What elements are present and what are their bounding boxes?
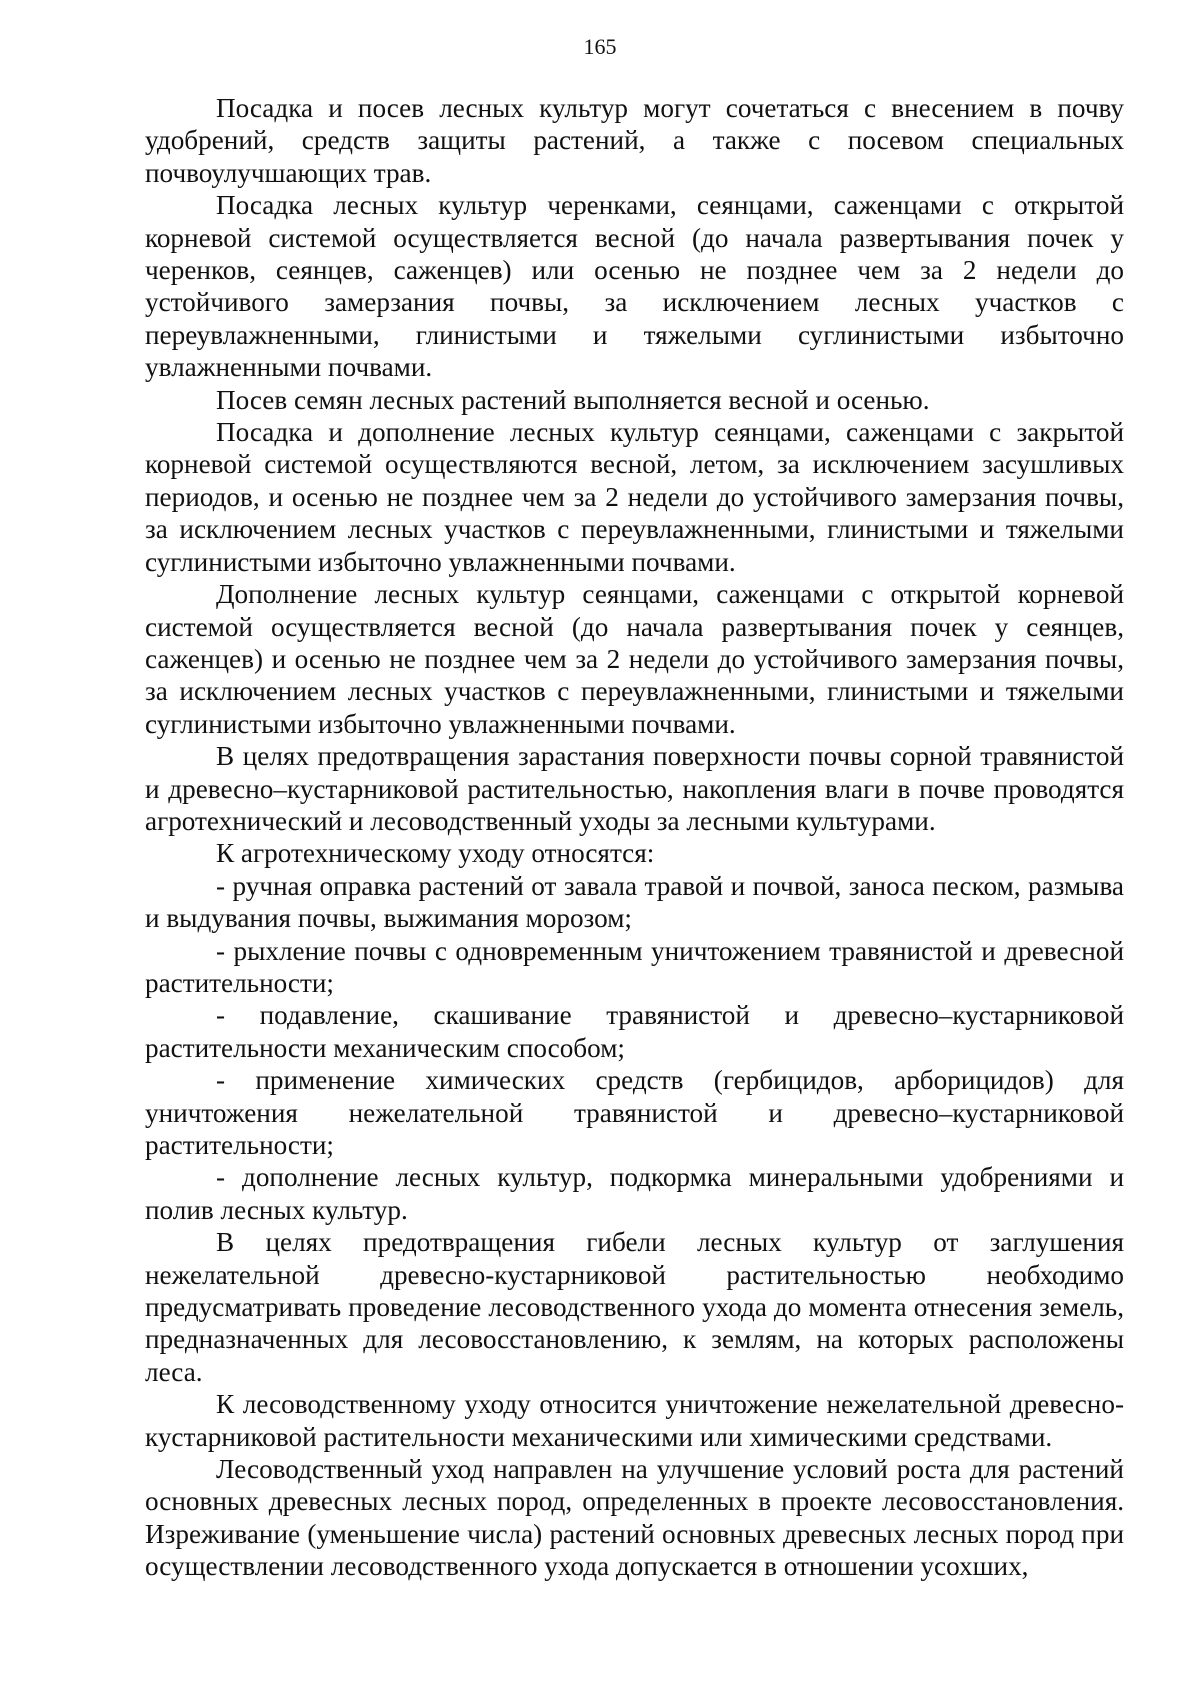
paragraph-silvicultural-care-period: В целях предотвращения гибели лесных культур от заглушения нежелательной древесно-кустарниковой растительностью необходимо предусматривать проведение лесоводственного ухода до момента отнесения земель, предназначенных для лесовосстановлению, к землям, на которых расположены леса. — [145, 1227, 1124, 1387]
list-item-manual-straightening: - ручная оправка растений от завала травой и почвой, заноса песком, размыва и выдувания почвы, выжимания морозом; — [145, 870, 1124, 934]
body-text — [145, 92, 1124, 1583]
paragraph-seed-sowing: Посев семян лесных растений выполняется весной и осенью. — [216, 384, 930, 415]
paragraph-care-purpose: В целях предотвращения зарастания поверхности почвы сорной травянистой и древесно–кустарниковой растительностью, накопления влаги в почве проводятся агротехнический и лесоводственный уходы за лесными культурами. — [145, 741, 1124, 836]
paragraph-planting-open-roots: Посадка лесных культур черенками, сеянцами, саженцами с открытой корневой системой осуществляется весной (до начала развертывания почек у черенков, сеянцев, саженцев) или осенью не позднее чем за 2 недели до устойчивого замерзания почвы, за исключением лесных участков с переувлажненными, глинистыми и тяжелыми суглинистыми избыточно увлажненными почвами. — [145, 190, 1124, 383]
paragraph-agrotechnical-care-intro: К агротехническому уходу относятся: — [216, 838, 655, 869]
paragraph-silvicultural-care-thinning: Лесоводственный уход направлен на улучшение условий роста для растений основных древесных лесных пород, определенных в проекте лесовосстановления. Изреживание (уменьшение числа) растений основных древесных лесных пород при осуществлении лесоводственного ухода допускается в отношении усохших, — [145, 1454, 1124, 1582]
page-number: 165 — [583, 34, 617, 59]
list-item-soil-loosening: - рыхление почвы с одновременным уничтожением травянистой и древесной растительности; — [145, 935, 1124, 998]
paragraph-planting-closed-roots: Посадка и дополнение лесных культур сеянцами, саженцами с закрытой корневой системой осуществляются весной, летом, за исключением засушливых периодов, и осенью не позднее чем за 2 недели до устойчивого замерзания почвы, за исключением лесных участков с переувлажненными, глинистыми и тяжелыми суглинистыми избыточно увлажненными почвами. — [145, 417, 1124, 577]
paragraph-supplementing-open-roots: Дополнение лесных культур сеянцами, саженцами с открытой корневой системой осуществляется весной (до начала развертывания почек у сеянцев, саженцев) и осенью не позднее чем за 2 недели до устойчивого замерзания почвы, за исключением лесных участков с переувлажненными, глинистыми и тяжелыми суглинистыми избыточно увлажненными почвами. — [145, 579, 1124, 739]
list-item-mechanical-mowing: - подавление, скашивание травянистой и древесно–кустарниковой растительности механическим способом; — [145, 1000, 1124, 1063]
list-item-chemical-means: - применение химических средств (гербицидов, арборицидов) для уничтожения нежелательной травянистой и древесно–кустарниковой растительности; — [145, 1065, 1124, 1160]
list-item-fertilizing-watering: - дополнение лесных культур, подкормка минеральными удобрениями и полив лесных культур. — [145, 1162, 1124, 1225]
paragraph-fertilizers: Посадка и посев лесных культур могут сочетаться с внесением в почву удобрений, средств защиты растений, а также с посевом специальных почвоулучшающих трав. — [145, 93, 1124, 188]
paragraph-silvicultural-care-definition: К лесоводственному уходу относится уничтожение нежелательной древесно-кустарниковой растительности механическими или химическими средствами. — [145, 1389, 1124, 1452]
